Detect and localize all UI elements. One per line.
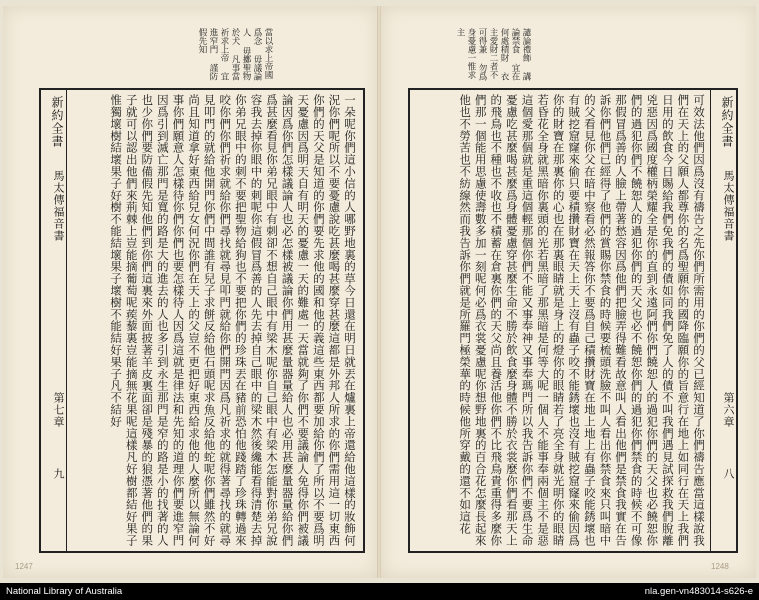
left-page-headnotes — [123, 28, 273, 82]
scripture-text: 可效法他們因爲沒有禱告之先你們所需用的你們的父已經知道了你們禱告應當這樣說我們在天上的父願人都尊你的名爲聖願你的國降臨願你的旨意行在地上如同行在天上我們日用的飲食今日賜給我們免我們的債如同我們免了人的債不叫我們遇見試探救我們脫離兇惡因爲國度權柄榮耀全是你的直到永遠阿們你們饒恕人的過犯你們的天父也必饒恕你們的過犯你們不饒恕人的過犯你們的天父也必不饒恕你們的過犯你們禁食的時候不可像那假冒爲善的人臉上帶著愁容因爲他們把臉弄得難看故意叫人看出他們是禁食我實在告訴你們他們已經得了他們的賞賜你禁食的時候要梳頭洗臉不叫人看出你禁食來只叫暗中的父看見你父在暗中察看必然報答你不要爲自己積攢財寶在地上地上有蟲子咬能銹壞也有賊挖窟窿來偷只要積攢財寶在天上天上沒有蟲子咬不能銹壞也沒有賊挖窟窿來偷因爲你的財寶在那裏你的心也在那裏眼睛就是身上的燈你的眼睛若了亮全身就光明你的眼睛若昏花全身就黑暗你裏頭的光若黑暗了那黑暗是何等大呢一個人不能事奉兩個主不是惡這個愛那個就是重這個輕那個你們不能又事奉神又事奉瑪門所以我告訴你們不要爲生命憂慮吃甚麼喝甚麼爲身體憂慮穿甚麼生命不勝於飲食麼身體不勝於衣裳麼你們看那天上的飛鳥也不種也不收也不積蓄在倉裏你們的天父尚且養活他你們不比飛鳥貴重得多麼你們那一個能用思慮使壽數多加一刻呢何必爲衣裳憂慮呢你想野地裏的百合花怎麼長起來他也不勞苦也不紡線然而我告訴你們就是所羅門極榮華的時候他所穿戴的還不如這花 — [458, 94, 706, 547]
right-running-head — [710, 90, 736, 551]
headnote: 衣主愛財二者不可得兼 — [477, 28, 509, 81]
headnote: 講論禁食 — [510, 28, 531, 81]
pencil-mark: 1248 — [711, 562, 729, 571]
left-page-text-frame — [39, 88, 365, 553]
left-page — [3, 6, 379, 578]
gospel-title: 馬太傳福音書 — [52, 170, 65, 242]
gospel-title: 馬太傳福音書 — [722, 170, 735, 242]
book-title: 新約全書 — [720, 96, 734, 148]
chapter-label: 第七章 — [52, 392, 65, 428]
headnote: 譴論禮飾 — [521, 28, 531, 62]
headnote: 毋擲聖物於犬 — [230, 28, 251, 81]
chapter-label: 第六章 — [722, 392, 735, 428]
headnote: 宜進窄門 — [208, 28, 229, 81]
headnote: 宜在何處積財 — [499, 28, 520, 81]
headnote: 凡事當祈求上帝 — [219, 28, 240, 81]
library-credit: National Library of Australia — [6, 586, 123, 597]
left-page-body-text — [71, 94, 357, 547]
item-identifier: nla.gen-vn483014-s626-e — [644, 586, 753, 597]
scripture-text: 一朵呢你們這小信的人哪野地裏的草今日還在明日就丟在爐裏上帝還給他這樣的妝飾何況你們呢所以不要憂慮說吃甚麼喝甚麼穿甚麼這都是外邦人所求的你們需用這一切東西你們的天父是知道的你們要先求他的國和他的義這些東西都要加給你們了所以不要爲明天憂慮因爲明天自有明天的憂慮一天的難處一天當就夠了你們不要議論人免得你們被議論因爲你們怎樣議論人也必怎樣被議論你們用甚麼量器量給人也必用甚麼量器量給你們爲甚麼看見你弟兄眼中有刺卻不想自己眼中有梁木呢你自己眼中有梁木怎能對你弟兄說容我去掉你眼中的刺呢你這假冒爲善的人先去掉自己眼中的梁木然後纔能看得清楚去掉你弟兄眼中的刺不要把聖物給狗也不要把你們的珍珠丟在豬前恐怕他踐踏了珍珠轉過來咬你們你們祈求就給你們尋找就尋見叩門就給你們開門因爲凡祈求的就得著尋找的就尋見叩門的就給他開門你們中間誰有兒子求餅反給他石頭呢求魚反給他蛇呢你們雖然不好尚且知道拿好東西給兒女何況你們在天上的父豈不更把好東西給求他的人麼所以無論何事你們願意人怎樣待你們你們也要怎樣待人因爲這就是律法和先知的道理你們要進窄門因爲引到滅亡那門是寬的路是大的進去的人也多引到永生那門是窄的路是小的找著的人也少你們要防備假先知他們到你們這裏來外面披著羊皮裏面卻是殘暴的狼憑著他們的果子就可以認出他們來荊棘上豈能摘葡萄呢蒺藜裏豈能摘無花果呢這樣凡好樹都結好果子惟獨壞樹結壞果子好樹不能結壞果子壞樹不能結好果子凡不結好 — [109, 94, 357, 547]
right-page-text-frame — [408, 88, 738, 553]
viewer-footer — [0, 583, 759, 600]
book-title: 新約全書 — [50, 96, 64, 148]
left-running-head — [41, 90, 67, 551]
right-page — [380, 6, 756, 578]
right-page-body-text — [416, 94, 706, 547]
right-page-headnotes — [441, 28, 531, 82]
pencil-mark: 1247 — [15, 562, 33, 571]
headnote: 謹防假先知 — [197, 28, 218, 81]
headnote: 當以求上帝國爲念 — [252, 28, 273, 79]
headnote: 勿爲身憂慮一惟求主 — [455, 28, 487, 81]
page-number: 九 — [52, 468, 65, 480]
headnote: 毋議論人 — [241, 28, 262, 81]
page-number: 八 — [722, 468, 735, 480]
